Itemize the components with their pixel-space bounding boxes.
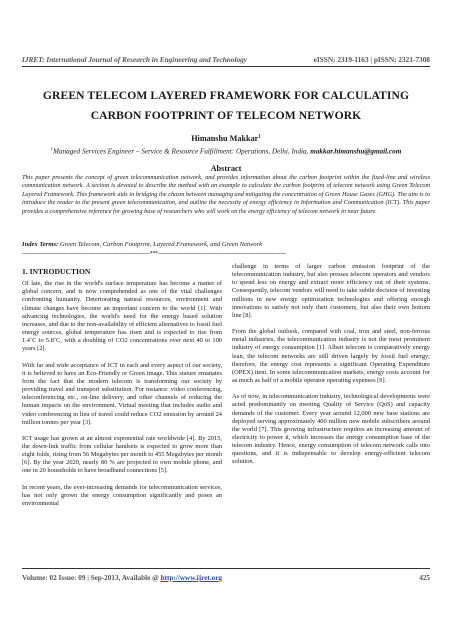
right-column [232, 263, 430, 475]
author-email[interactable]: makkar.himanshu@gmail.com [310, 147, 402, 156]
paragraph: In recent years, the ever-increasing demands for telecommunication services, has not only grown the energy consumption significantly and poses an environmental [22, 483, 222, 507]
footer-rule [22, 568, 430, 569]
affiliation [22, 146, 430, 155]
page-number: 425 [419, 574, 430, 582]
journal-header [22, 52, 430, 64]
affiliation-text: Managed Services Engineer – Service & Resource Fulfillment: Operations, Delhi, India, [53, 147, 311, 156]
paragraph: As of now, in telecommunication industry, technological developments were acted predominantly on meeting Quality of Service (QoS) and capacity demands of the customer. Every year around 12,000 new base stations are deployed serving approximately 400 million new mobile subscribers around the world [7]. This growing infrastructure requires an increasing amount of electricity to power it, which increases the energy consumption base of the telecom industry. Hence, energy consumption of telecom network calls into questions, and it is indispensable to develop energy-efficient telecom solution. [232, 393, 430, 466]
index-terms-label: Index Terms: [22, 241, 59, 248]
paragraph: Of late, the rise in the world's surface temperature has become a matter of global concern, and is now comprehended as one of the vital challenges confronting humanity. Deteriorating natural resources, environment and climate changes have become an important concern to the world [1]. With advancing technologies, the world's need for the energy based solution increases, and due to the non-availability of efficient alternatives to fossil fuel energy sources, global temperature has risen and is expected to rise from 1.4˚C to 5.8˚C, with a doubling of CO2 concentrations over next 40 to 100 years [2]. [22, 280, 222, 353]
title-line-1: GREEN TELECOM LAYERED FRAMEWORK FOR CALCULATING [42, 89, 410, 102]
author-sup: 1 [258, 134, 261, 140]
paragraph: From the global outlook, compared with coal, iron and steel, non-ferrous metal industries, the telecommunication industry is not the most prominent industry of energy consumption [1]. Albeit telecom is comparatively energy lean, the telecom networks are still driven largely by fossil fuel energy; therefore, the energy cost represents a significant Operating Expenditure (OPEX) item. In some telecommunication markets, energy costs account for as much as half of a mobile operator operating expenses [9]. [232, 328, 430, 385]
index-terms-text: Green Telecom, Carbon Footprint, Layered Framework, and Green Network [58, 241, 262, 248]
footer-volume [22, 574, 222, 582]
abstract-heading: Abstract [210, 164, 242, 173]
introduction-heading: 1. INTRODUCTION [22, 267, 91, 276]
abstract-text: This paper presents the concept of green telecommunication network, and provides information about the carbon footprint within the fixed-line and wireless communication network. A section is devoted to describe the method with an example to calculate the carbon footprint of telecom network using Green Telecom Layered Framework. This framework aids in bridging the chasm between managing and mitigating the concentration of Green House Gases (GHG). The aim is to introduce the reader to the present green telecommunication, and outline the necessity of energy efficiency in Information and Communication (ICT). This paper provides a comprehensive reference for growing base of researchers who will work on the energy efficiency of telecom network in near future. [22, 174, 430, 215]
journal-link[interactable]: http://www.ijret.org [160, 574, 223, 582]
paper-title [22, 86, 430, 126]
author [22, 134, 430, 143]
header-rule [22, 66, 430, 67]
paragraph: ICT usage has grown at an almost exponential rate worldwide [4]. By 2015, the down-link traffic from cellular handsets is expected to grow more than eight folds, rising from 56 Megabytes per month to 455 Megabytes per month [6]. By the year 2020, nearly 80 % are projected to own mobile phone, and one in 20 households to have broadband connections [5]. [22, 434, 222, 475]
page-footer [22, 574, 430, 582]
paragraph: With far and wide acceptance of ICT in each and every aspect of our society, it is believed to have an Eco-Friendly or Green image. This stature emanates from the fact that the modern telecom is transforming our society by providing travel and transport substitution. For instance: video conferencing, teleconferencing etc., on-line delivery, and other channels of reducing the human impacts on the environment. Virtual meeting that includes audio and video conferencing in lieu of travel could reduce CO2 emission by around 24 million tonnes per year [3]. [22, 361, 222, 426]
affiliation-sup: 1 [50, 146, 53, 151]
index-terms [22, 240, 430, 249]
footer-volume-text: Volume: 02 Issue: 09 | Sep-2013, Available @ [22, 574, 161, 582]
author-name: Himanshu Makkar [191, 134, 259, 143]
left-column [22, 268, 222, 516]
issn-text: eISSN: 2319-1163 | pISSN: 2321-7308 [313, 55, 430, 64]
section-separator: -----------------------------------------------------------------------***----------------------------------------------------------------------- [22, 251, 286, 257]
paragraph: challenge in terms of larger carbon emission footprint of the telecommunication industry, but also presses telecom operators and vendors to spend less on energy and extract more efficiency out of their systems. Consequently, telecom vendors will need to take subtle decision of investing millions in new energy optimization technologies and offering enough innovations to satisfy not only their customers, but also their own bottom line [8]. [232, 263, 430, 319]
title-line-2: CARBON FOOTPRINT OF TELECOM NETWORK [90, 109, 362, 122]
journal-name: IJRET: International Journal of Research in Engineering and Technology [22, 55, 248, 64]
